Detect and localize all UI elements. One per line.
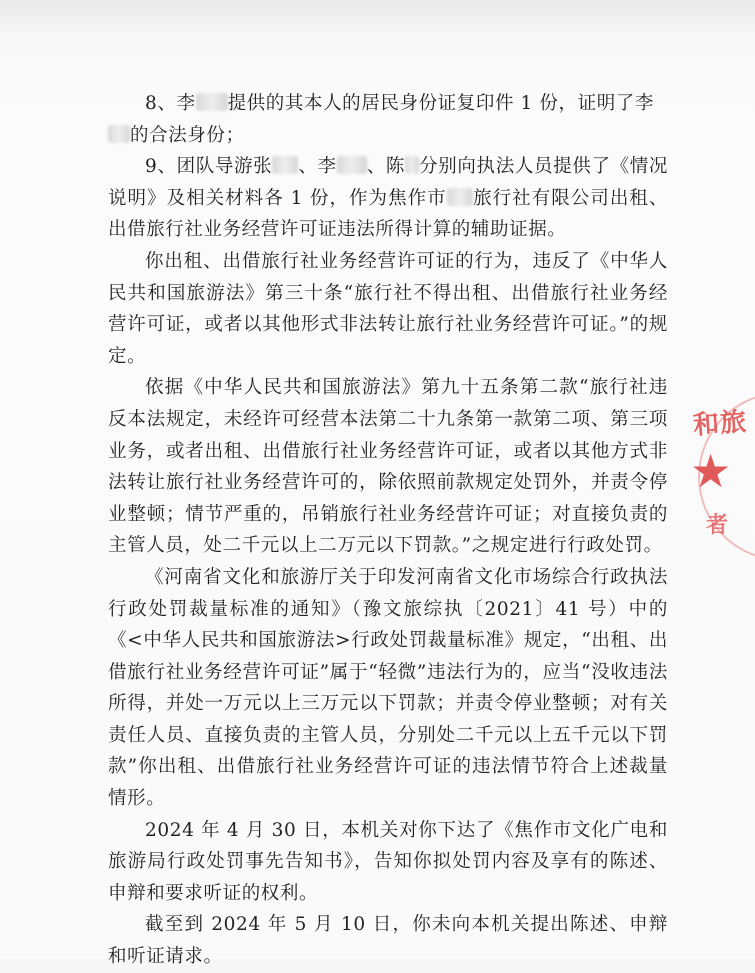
document-paragraph	[108, 372, 668, 562]
redacted-name	[108, 125, 130, 143]
document-paragraph	[108, 120, 668, 152]
official-seal-fragment	[688, 392, 755, 560]
redacted-name	[405, 156, 419, 174]
document-paragraph	[108, 151, 668, 246]
seal-star-icon: ★	[690, 444, 732, 498]
seal-char-3: 者	[706, 512, 729, 538]
paragraph-text: 分别向执法人员提供了《情况说明》及相关材料各 1 份，作为焦作市	[108, 156, 668, 209]
paragraph-text: 依据《中华人民共和国旅游法》第九十五条第二款“旅行社违反本法规定，未经许可经营本法第二十九条第一款第二项、第三项业务，或者出租、出借旅行社业务经营许可证，或者以其他方式非法转让旅行社业务经营许可的，除依照前款规定处罚外，并责令停业整顿；情节严重的，吊销旅行社业务经营许可证；对直接负责的主管人员，处二千元以上二万元以下罚款。”之规定进行行政处罚。	[108, 377, 668, 557]
document-paragraph	[108, 562, 668, 815]
paragraph-text: 的合法身份；	[130, 124, 245, 146]
redacted-name	[337, 156, 367, 174]
seal-char-1: 和	[692, 409, 721, 441]
paragraph-text: 、李	[298, 156, 337, 178]
redacted-name	[272, 156, 298, 174]
paragraph-text: 《河南省文化和旅游厅关于印发河南省文化市场综合行政执法行政处罚裁量标准的通知》（豫文旅综执〔2021〕41 号）中的《<中华人民共和国旅游法>行政处罚裁量标准》规定，“出租、出借旅行社业务经营许可证”属于“轻微”违法行为的，应当“没收违法所得，并处一万元以上三万元以下罚款；并责令停业整顿；对有关责任人员、直接负责的主管人员，分别处二千元以上五千元以下罚款”你出租、出借旅行社业务经营许可证的违法情节符合上述裁量情形。	[108, 566, 668, 810]
redacted-name	[196, 93, 228, 111]
seal-char-2: 旅	[719, 407, 748, 439]
paragraph-text: 你出租、出借旅行社业务经营许可证的行为，违反了《中华人民共和国旅游法》第三十条“旅行社不得出租、出借旅行社业务经营许可证，或者以其他形式非法转让旅行社业务经营许可证。”的规定。	[108, 250, 668, 367]
document-body	[108, 88, 668, 973]
document-paragraph	[108, 88, 668, 120]
document-paragraph	[108, 909, 668, 972]
paragraph-text: 截至到 2024 年 5 月 10 日，你未向本机关提出陈述、申辩和听证请求。	[108, 914, 668, 968]
paragraph-text: 9、团队导游张	[145, 156, 273, 178]
document-paragraph	[108, 815, 668, 910]
paragraph-text: 提供的其本人的居民身份证复印件 1 份，证明了李	[227, 93, 655, 114]
redacted-name	[447, 188, 473, 206]
document-paragraph	[108, 246, 668, 372]
paragraph-text: 旅行社有限公司出租、出借旅行社业务经营许可证违法所得计算的辅助证据。	[108, 187, 668, 241]
paragraph-text: 8、李	[145, 93, 196, 114]
paragraph-text: 2024 年 4 月 30 日，本机关对你下达了《焦作市文化广电和旅游局行政处罚事先告知书》，告知你拟处罚内容及享有的陈述、申辩和要求听证的权利。	[108, 819, 668, 904]
paragraph-text: 、陈	[366, 156, 406, 178]
